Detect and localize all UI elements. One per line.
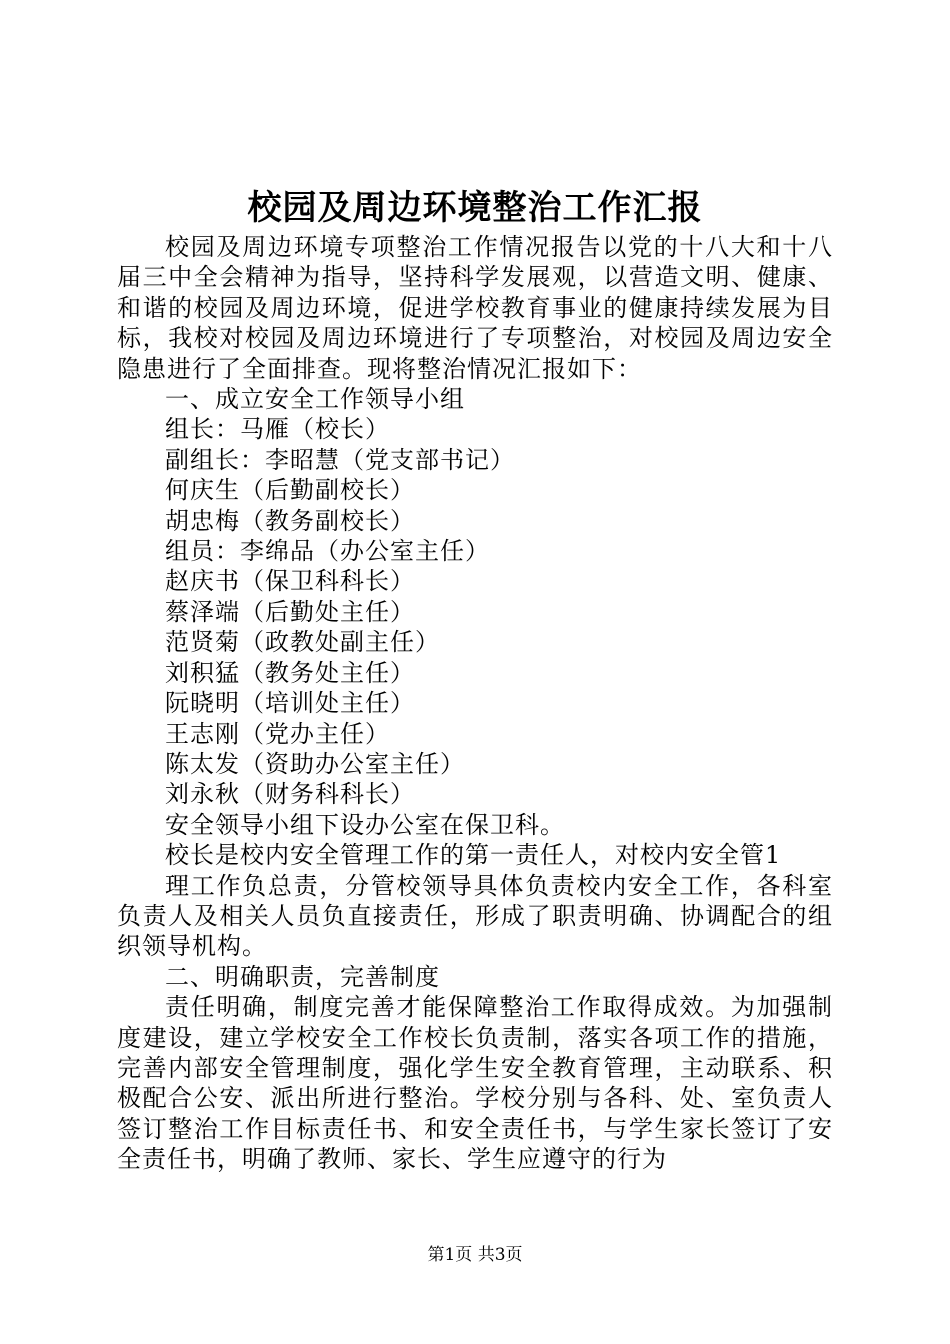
principal-line: 校长是校内安全管理工作的第一责任人，对校内安全管1 xyxy=(165,841,782,870)
member-line: 刘永秋（财务科科长） xyxy=(165,780,415,809)
member-line: 刘积猛（教务处主任） xyxy=(165,658,415,687)
member-line: 胡忠梅（教务副校长） xyxy=(165,506,415,535)
section-heading-1: 一、成立安全工作领导小组 xyxy=(165,385,465,414)
office-note: 安全领导小组下设办公室在保卫科。 xyxy=(165,810,565,839)
member-line: 副组长：李昭慧（党支部书记） xyxy=(165,445,515,474)
member-line: 范贤菊（政教处副主任） xyxy=(165,628,440,657)
member-line: 组员：李绵品（办公室主任） xyxy=(165,537,490,566)
member-line: 组长：马雁（校长） xyxy=(165,415,390,444)
principal-paragraph: 理工作负总责，分管校领导具体负责校内安全工作，各科室负责人及相关人员负直接责任，形成了职责明确、协调配合的组织领导机构。 xyxy=(117,871,833,961)
member-line: 王志刚（党办主任） xyxy=(165,719,390,748)
document-title: 校园及周边环境整治工作汇报 xyxy=(247,188,703,228)
page-number: 第1页 共3页 xyxy=(427,1245,523,1265)
section-heading-2: 二、明确职责，完善制度 xyxy=(165,962,440,991)
section2-paragraph: 责任明确，制度完善才能保障整治工作取得成效。为加强制度建设，建立学校安全工作校长负责制，落实各项工作的措施，完善内部安全管理制度，强化学生安全教育管理，主动联系、积极配合公安、派出所进行整治。学校分别与各科、处、室负责人签订整治工作目标责任书、和安全责任书，与学生家长签订了安全责任书，明确了教师、家长、学生应遵守的行为 xyxy=(117,993,833,1174)
intro-paragraph: 校园及周边环境专项整治工作情况报告以党的十八大和十八届三中全会精神为指导，坚持科学发展观，以营造文明、健康、和谐的校园及周边环境，促进学校教育事业的健康持续发展为目标，我校对校园及周边环境进行了专项整治，对校园及周边安全隐患进行了全面排查。现将整治情况汇报如下： xyxy=(117,233,833,383)
member-line: 何庆生（后勤副校长） xyxy=(165,476,415,505)
member-line: 阮晓明（培训处主任） xyxy=(165,689,415,718)
member-line: 陈太发（资助办公室主任） xyxy=(165,749,465,778)
document-body xyxy=(117,232,833,1175)
member-line: 蔡泽端（后勤处主任） xyxy=(165,597,415,626)
member-line: 赵庆书（保卫科科长） xyxy=(165,567,415,596)
